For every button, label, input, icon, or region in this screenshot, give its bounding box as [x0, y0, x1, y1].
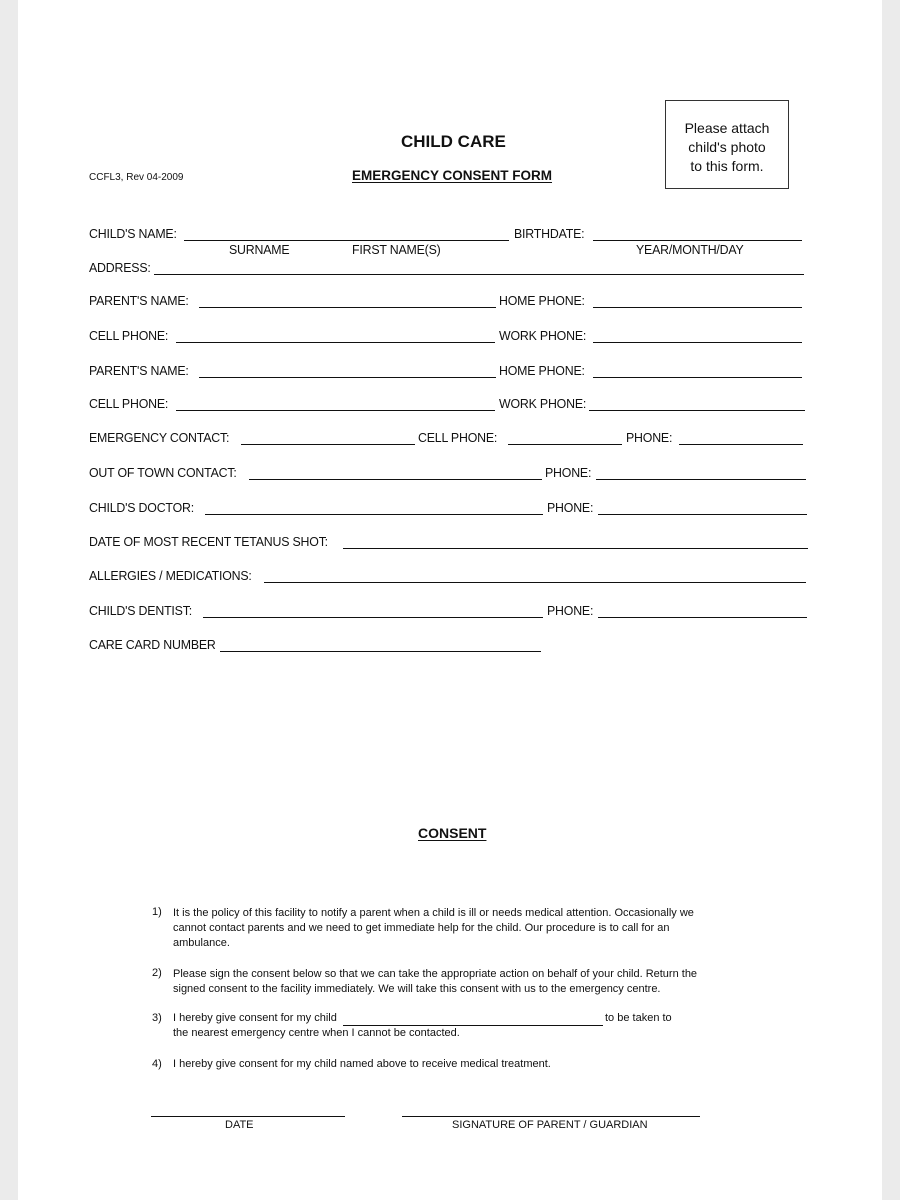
consent-item-3-number: 3) — [152, 1012, 162, 1024]
parents-name-1-field[interactable] — [199, 307, 496, 308]
parents-name-2-field[interactable] — [199, 377, 496, 378]
consent-item-2-text: Please sign the consent below so that we can take the appropriate action on behalf of your child. Return the signed consent to the facility immediately. We will take this consent with us to the emergency centre. — [173, 968, 698, 995]
parents-name-2-label: PARENT'S NAME: — [89, 363, 189, 378]
doctor-phone-field[interactable] — [598, 514, 807, 515]
form-subtitle: EMERGENCY CONSENT FORM — [352, 168, 553, 183]
photo-box-line-2: child's photo — [688, 139, 766, 155]
cell-phone-2-label: CELL PHONE: — [89, 396, 169, 411]
address-field[interactable] — [154, 274, 804, 275]
childs-name-label: CHILD'S NAME: — [89, 226, 177, 241]
childs-doctor-field[interactable] — [205, 514, 543, 515]
emergency-contact-label: EMERGENCY CONTACT: — [89, 430, 230, 445]
cell-phone-2-field[interactable] — [176, 410, 495, 411]
out-of-town-phone-field[interactable] — [596, 479, 806, 480]
date-field[interactable] — [151, 1116, 345, 1117]
home-phone-1-field[interactable] — [593, 307, 802, 308]
photo-attach-box — [665, 100, 789, 189]
surname-caption: SURNAME — [229, 242, 290, 257]
doctor-phone-label: PHONE: — [547, 500, 594, 515]
year-month-day-caption: YEAR/MONTH/DAY — [636, 242, 744, 257]
cell-phone-1-field[interactable] — [176, 342, 495, 343]
consent-item-3-text-after: to be taken to — [605, 1012, 672, 1024]
consent-item-4-text: I hereby give consent for my child named above to receive medical treatment. — [173, 1058, 551, 1070]
address-label: ADDRESS: — [89, 260, 151, 275]
first-names-caption: FIRST NAME(S) — [352, 242, 441, 257]
consent-child-name-field[interactable] — [343, 1025, 603, 1026]
home-phone-1-label: HOME PHONE: — [499, 293, 585, 308]
form-page — [18, 0, 882, 1200]
childs-name-field[interactable] — [184, 240, 509, 241]
consent-heading: CONSENT — [418, 825, 487, 841]
childs-doctor-label: CHILD'S DOCTOR: — [89, 500, 194, 515]
cell-phone-1-label: CELL PHONE: — [89, 328, 169, 343]
work-phone-2-field[interactable] — [589, 410, 805, 411]
consent-item-1-text: It is the policy of this facility to notify a parent when a child is ill or needs medical attention. Occasionally we cannot contact parents and we need to get immediate help for the child. Our procedure is to call for an ambulance. — [173, 907, 694, 949]
emergency-cell-phone-label: CELL PHONE: — [418, 430, 498, 445]
childs-dentist-field[interactable] — [203, 617, 543, 618]
allergies-label: ALLERGIES / MEDICATIONS: — [89, 568, 252, 583]
form-code: CCFL3, Rev 04-2009 — [89, 172, 184, 183]
care-card-field[interactable] — [220, 651, 541, 652]
work-phone-1-field[interactable] — [593, 342, 802, 343]
home-phone-2-label: HOME PHONE: — [499, 363, 585, 378]
care-card-label: CARE CARD NUMBER — [89, 637, 216, 652]
birthdate-label: BIRTHDATE: — [514, 226, 585, 241]
parents-name-1-label: PARENT'S NAME: — [89, 293, 189, 308]
work-phone-2-label: WORK PHONE: — [499, 396, 587, 411]
birthdate-field[interactable] — [593, 240, 802, 241]
emergency-phone-label: PHONE: — [626, 430, 673, 445]
date-label: DATE — [225, 1119, 254, 1131]
emergency-cell-phone-field[interactable] — [508, 444, 622, 445]
dentist-phone-field[interactable] — [598, 617, 807, 618]
out-of-town-contact-label: OUT OF TOWN CONTACT: — [89, 465, 237, 480]
childs-dentist-label: CHILD'S DENTIST: — [89, 603, 192, 618]
emergency-phone-field[interactable] — [679, 444, 803, 445]
out-of-town-contact-field[interactable] — [249, 479, 542, 480]
form-title: CHILD CARE — [401, 132, 506, 151]
photo-box-line-1: Please attach — [684, 120, 770, 136]
tetanus-shot-label: DATE OF MOST RECENT TETANUS SHOT: — [89, 534, 328, 549]
signature-field[interactable] — [402, 1116, 700, 1117]
photo-box-line-3: to this form. — [690, 158, 764, 174]
emergency-contact-field[interactable] — [241, 444, 415, 445]
consent-item-3-text-line2: the nearest emergency centre when I cannot be contacted. — [173, 1027, 460, 1039]
allergies-field[interactable] — [264, 582, 806, 583]
consent-item-4-number: 4) — [152, 1058, 162, 1070]
consent-item-1-number: 1) — [152, 906, 162, 918]
consent-item-2-number: 2) — [152, 967, 162, 979]
consent-item-3-text-before: I hereby give consent for my child — [173, 1012, 337, 1024]
dentist-phone-label: PHONE: — [547, 603, 594, 618]
signature-label: SIGNATURE OF PARENT / GUARDIAN — [452, 1119, 648, 1131]
home-phone-2-field[interactable] — [593, 377, 802, 378]
work-phone-1-label: WORK PHONE: — [499, 328, 587, 343]
tetanus-shot-field[interactable] — [343, 548, 808, 549]
out-of-town-phone-label: PHONE: — [545, 465, 592, 480]
